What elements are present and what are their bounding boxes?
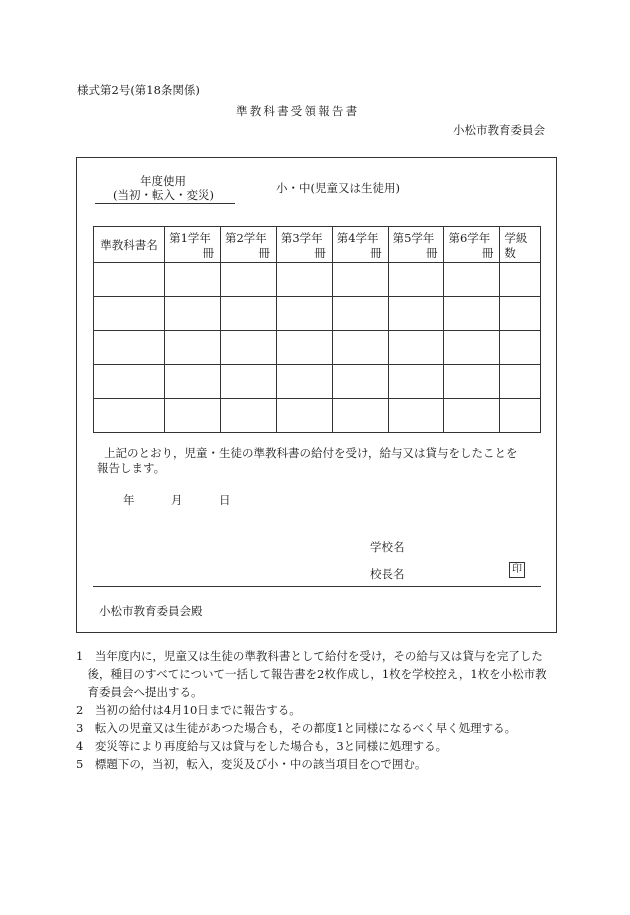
class-count-header xyxy=(500,227,541,263)
year-label: 年 xyxy=(123,493,135,507)
usage-options[interactable]: (当初・転入・変災) xyxy=(113,188,214,202)
grade-label: 第4学年 xyxy=(336,231,379,245)
quantity-cell[interactable] xyxy=(165,297,221,331)
note-line: 5 標題下の，当初，転入，変災及び小・中の該当項目を○で囲む。 xyxy=(76,757,427,771)
unit-label: 冊 xyxy=(425,246,438,260)
signature-divider xyxy=(93,586,541,587)
form-number-label: 様式第2号(第18条関係) xyxy=(77,83,200,97)
class-count-cell[interactable] xyxy=(500,263,541,297)
unit-label: 冊 xyxy=(370,246,382,260)
note-line: 3 転入の児童又は生徒があつた場合も，その都度1と同様になるべく早く処理する。 xyxy=(76,721,517,735)
usage-underline xyxy=(95,203,235,204)
class-count-cell[interactable] xyxy=(500,331,541,365)
grade-header-6 xyxy=(444,227,500,263)
quantity-cell[interactable] xyxy=(388,365,444,399)
quantity-cell[interactable] xyxy=(388,399,444,433)
quantity-cell[interactable] xyxy=(220,399,276,433)
quantity-cell[interactable] xyxy=(444,365,500,399)
statement-line-2: 報告します。 xyxy=(97,461,166,475)
textbook-name-cell[interactable] xyxy=(94,331,165,365)
unit-label: 冊 xyxy=(202,246,214,260)
grade-label: 第5学年 xyxy=(392,231,435,245)
table-header-row xyxy=(94,227,541,263)
quantity-cell[interactable] xyxy=(276,331,332,365)
table-row xyxy=(94,399,541,433)
quantity-cell[interactable] xyxy=(444,331,500,365)
table-row xyxy=(94,365,541,399)
quantity-cell[interactable] xyxy=(276,365,332,399)
quantity-cell[interactable] xyxy=(220,297,276,331)
quantity-cell[interactable] xyxy=(332,331,388,365)
quantity-cell[interactable] xyxy=(165,263,221,297)
school-name-label[interactable]: 学校名 xyxy=(370,540,405,554)
quantity-cell[interactable] xyxy=(332,365,388,399)
statement-line-1: 上記のとおり，児童・生徒の準教科書の給付を受け，給与又は貸与をしたことを xyxy=(104,446,518,460)
note-line: 後，種目のすべてについて一括して報告書を2枚作成し，1枚を学校控え，1枚を小松市教 xyxy=(76,667,547,681)
textbook-name-cell[interactable] xyxy=(94,263,165,297)
quantity-cell[interactable] xyxy=(332,297,388,331)
textbook-name-cell[interactable] xyxy=(94,399,165,433)
grade-label: 第3学年 xyxy=(280,231,323,245)
principal-name-label[interactable]: 校長名 xyxy=(370,567,405,581)
note-line: 2 当初の給付は4月10日までに報告する。 xyxy=(76,703,301,717)
table-row xyxy=(94,263,541,297)
quantity-cell[interactable] xyxy=(332,263,388,297)
grade-header-4 xyxy=(332,227,388,263)
class-count-cell[interactable] xyxy=(500,297,541,331)
unit-label: 冊 xyxy=(258,246,270,260)
table-row xyxy=(94,331,541,365)
quantity-cell[interactable] xyxy=(444,399,500,433)
grade-header-1 xyxy=(165,227,221,263)
quantity-cell[interactable] xyxy=(220,263,276,297)
note-line: 1 当年度内に，児童又は生徒の準教科書として給付を受け，その給与又は貸与を完了した xyxy=(76,649,543,663)
note-line: 育委員会へ提出する。 xyxy=(76,685,203,699)
unit-label: 冊 xyxy=(481,246,494,260)
grade-header-2 xyxy=(220,227,276,263)
quantity-cell[interactable] xyxy=(165,399,221,433)
issuer-name: 小松市教育委員会 xyxy=(453,123,545,137)
class-label: 学級 xyxy=(504,231,528,245)
quantity-cell[interactable] xyxy=(444,263,500,297)
day-label: 日 xyxy=(219,493,231,507)
textbook-name-cell[interactable] xyxy=(94,365,165,399)
quantity-cell[interactable] xyxy=(444,297,500,331)
textbook-table xyxy=(93,226,541,433)
quantity-cell[interactable] xyxy=(220,331,276,365)
quantity-cell[interactable] xyxy=(388,263,444,297)
grade-label: 第2学年 xyxy=(224,231,267,245)
table-row xyxy=(94,297,541,331)
textbook-name-cell[interactable] xyxy=(94,297,165,331)
grade-label: 第6学年 xyxy=(448,231,491,245)
quantity-cell[interactable] xyxy=(332,399,388,433)
count-label: 数 xyxy=(504,246,516,260)
grade-label: 第1学年 xyxy=(169,231,211,245)
textbook-name-header: 準教科書名 xyxy=(94,227,165,263)
month-label: 月 xyxy=(171,493,183,507)
note-line: 4 変災等により再度給与又は貸与をした場合も，3と同様に処理する。 xyxy=(76,739,448,753)
quantity-cell[interactable] xyxy=(165,365,221,399)
grade-header-5 xyxy=(388,227,444,263)
unit-label: 冊 xyxy=(314,246,326,260)
quantity-cell[interactable] xyxy=(276,297,332,331)
class-count-cell[interactable] xyxy=(500,399,541,433)
quantity-cell[interactable] xyxy=(276,399,332,433)
class-count-cell[interactable] xyxy=(500,365,541,399)
addressee: 小松市教育委員会殿 xyxy=(99,604,203,618)
seal-stamp: 印 xyxy=(509,562,525,578)
quantity-cell[interactable] xyxy=(388,297,444,331)
quantity-cell[interactable] xyxy=(276,263,332,297)
quantity-cell[interactable] xyxy=(165,331,221,365)
document-title: 準教科書受領報告書 xyxy=(236,104,360,118)
quantity-cell[interactable] xyxy=(388,331,444,365)
grade-header-3 xyxy=(276,227,332,263)
quantity-cell[interactable] xyxy=(220,365,276,399)
school-level-options[interactable]: 小・中(児童又は生徒用) xyxy=(276,181,400,195)
year-use-label[interactable]: 年度使用 xyxy=(140,174,186,188)
